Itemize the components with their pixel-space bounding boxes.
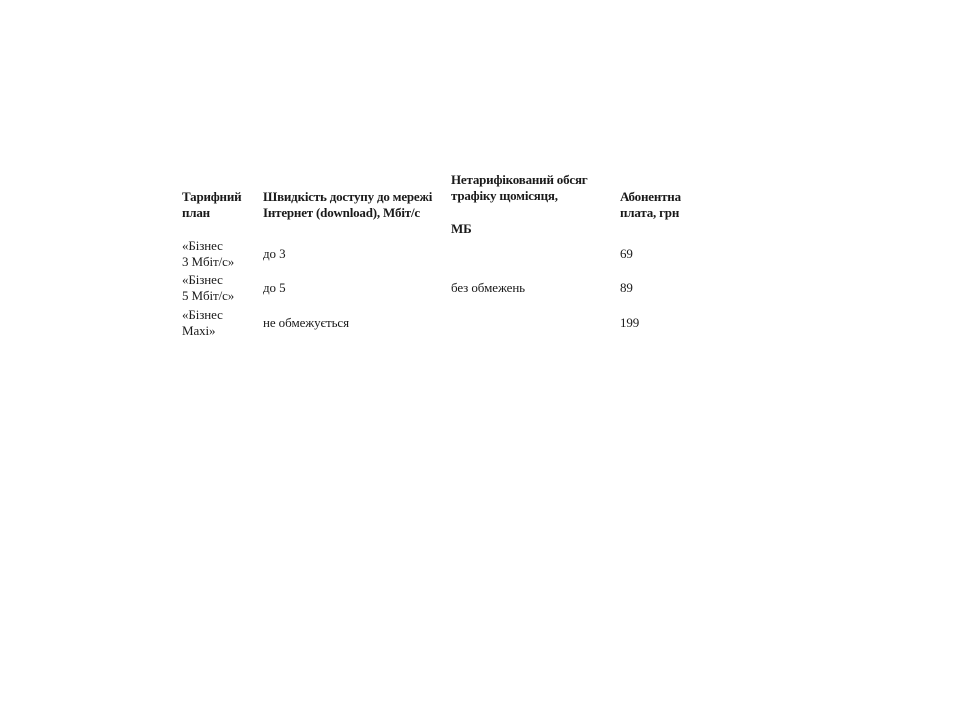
row-3-fee: 199 bbox=[620, 315, 640, 330]
header-fee-line-2: плата, грн bbox=[620, 205, 680, 220]
row-2-fee: 89 bbox=[620, 280, 633, 295]
row-1-plan bbox=[182, 238, 234, 270]
header-speed-line-1: Швидкість доступу до мережі bbox=[263, 189, 433, 204]
row-1-speed: до 3 bbox=[263, 246, 286, 261]
row-2-plan bbox=[182, 272, 234, 304]
traffic-value: без обмежень bbox=[451, 280, 526, 295]
row-2-speed: до 5 bbox=[263, 280, 286, 295]
header-traffic-line-2: трафіку щомісяця, bbox=[451, 188, 558, 203]
header-traffic-line-3: МБ bbox=[451, 221, 472, 236]
header-speed-line-2: Інтернет (download), Мбіт/с bbox=[263, 205, 420, 220]
row-1-plan-line-2: 3 Мбіт/с» bbox=[182, 254, 235, 269]
header-fee bbox=[620, 189, 681, 221]
header-plan-line-2: план bbox=[182, 205, 210, 220]
header-speed bbox=[263, 189, 432, 221]
row-1-fee: 69 bbox=[620, 246, 633, 261]
row-3-plan bbox=[182, 307, 223, 339]
header-fee-line-1: Абонентна bbox=[620, 189, 681, 204]
row-1-plan-line-1: «Бізнес bbox=[182, 238, 223, 253]
row-2-plan-line-1: «Бізнес bbox=[182, 272, 223, 287]
header-plan bbox=[182, 189, 241, 221]
header-traffic-line-1: Нетарифікований обсяг bbox=[451, 172, 588, 187]
row-3-plan-line-2: Maxi» bbox=[182, 323, 216, 338]
header-traffic bbox=[451, 172, 588, 237]
row-3-plan-line-1: «Бізнес bbox=[182, 307, 223, 322]
row-3-speed: не обмежується bbox=[263, 315, 349, 330]
header-plan-line-1: Тарифний bbox=[182, 189, 242, 204]
row-2-plan-line-2: 5 Мбіт/с» bbox=[182, 288, 235, 303]
